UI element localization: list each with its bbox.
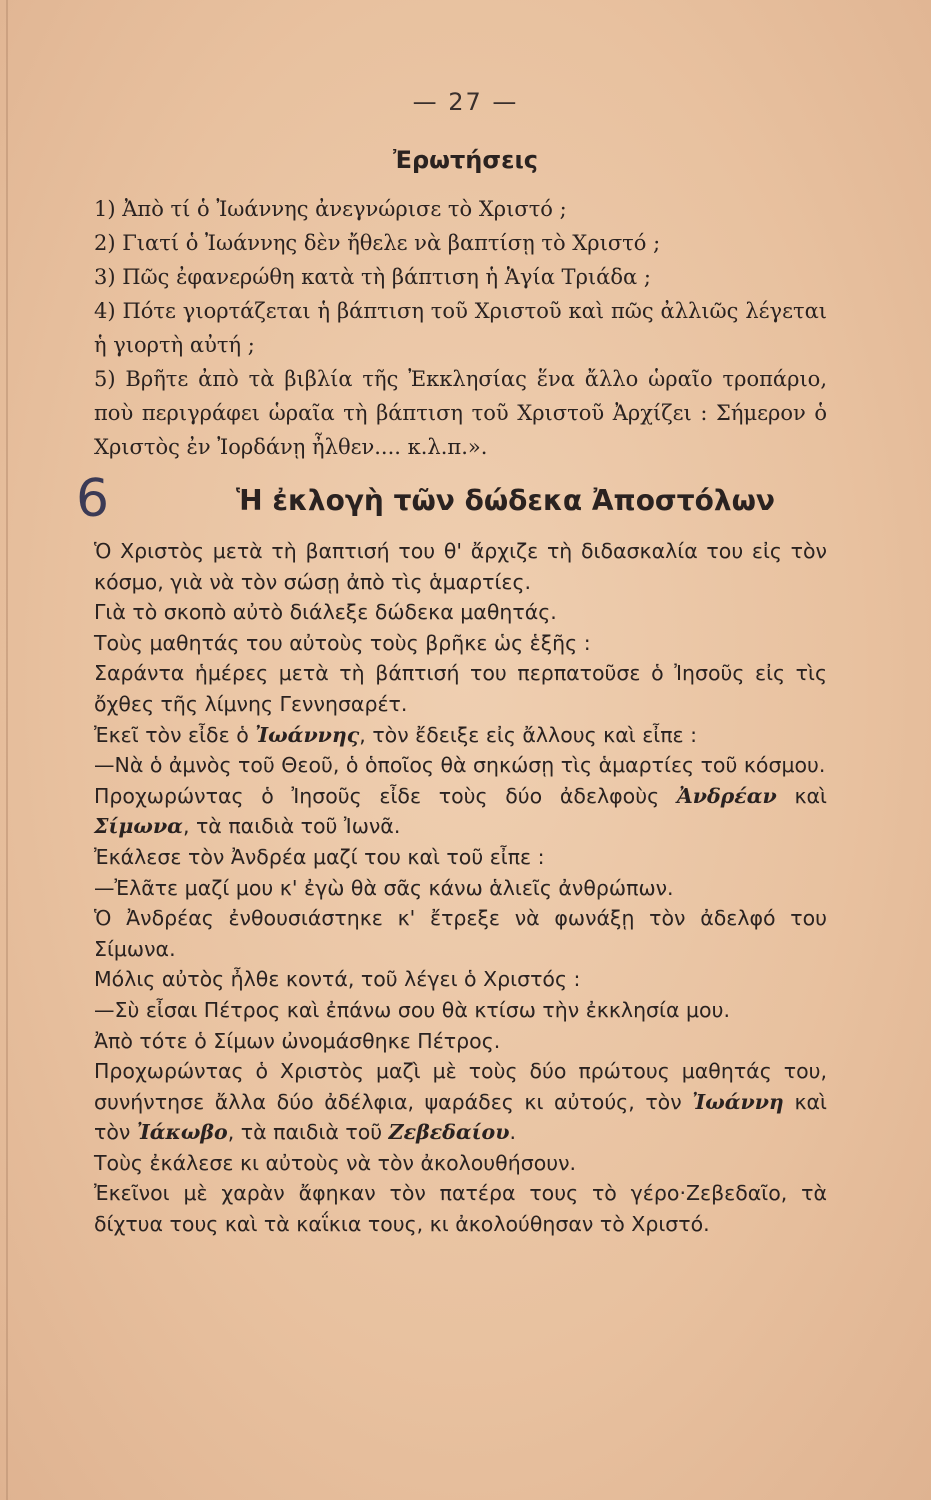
name-emphasis: Ἰωάννης (255, 722, 360, 747)
text: καὶ τὸν (94, 1089, 827, 1145)
paragraph (94, 781, 827, 842)
name-emphasis: Ἰωάννη (692, 1089, 784, 1114)
page-edge (6, 0, 8, 1500)
questions-title: Ἐρωτήσεις (392, 146, 539, 174)
text: . (509, 1120, 516, 1145)
text: , τὸν ἔδειξε εἰς ἄλλους καὶ εἶπε : (359, 722, 698, 747)
paragraph: —Νὰ ὁ ἀμνὸς τοῦ Θεοῦ, ὁ ὁποῖος θὰ σηκώσῃ τὶς ἁμαρτίες τοῦ κόσμου. (94, 753, 826, 778)
paragraph: Μόλις αὐτὸς ἦλθε κοντά, τοῦ λέγει ὁ Χριστός : (94, 967, 581, 992)
page-number: — 27 — (412, 88, 519, 116)
paragraph: Τοὺς μαθητάς του αὐτοὺς τοὺς βρῆκε ὡς ἑξῆς : (94, 630, 591, 655)
lesson-title: Ἡ ἐκλογὴ τῶν δώδεκα Ἀποστόλων (236, 484, 775, 517)
question-5: 5) Βρῆτε ἀπὸ τὰ βιβλία τῆς Ἐκκλησίας ἕνα ἄλλο ὡραῖο τροπάριο, ποὺ περιγράφει ὡραῖα τὴ βάπτιση τοῦ Χριστοῦ Ἀρχίζει : Σήμερον ὁ Χριστὸς ἐν Ἰορδάνῃ ἦλθεν.... κ.λ.π.». (94, 367, 827, 459)
text: Προχωρώντας ὁ Ἰησοῦς εἶδε τοὺς δύο ἀδελφοὺς (94, 783, 677, 808)
paragraph: Τοὺς ἐκάλεσε κι αὐτοὺς νὰ τὸν ἀκολουθήσουν. (94, 1150, 577, 1175)
text: , τὰ παιδιὰ τοῦ (227, 1120, 389, 1145)
paragraph: Ἀπὸ τότε ὁ Σίμων ὠνομάσθηκε Πέτρος. (94, 1028, 501, 1053)
lesson-number: 6 (76, 469, 110, 529)
name-emphasis: Ἰάκωβο (136, 1120, 228, 1145)
paragraph: Ὁ Χριστὸς μετὰ τὴ βαπτισή του θ' ἄρχιζε τὴ διδασκαλία του εἰς τὸν κόσμο, γιὰ νὰ τὸν σώσῃ ἀπὸ τὶς ἁμαρτίες. (94, 539, 827, 594)
name-emphasis: Σίμωνα (94, 814, 183, 839)
question-1: 1) Ἀπὸ τί ὁ Ἰωάννης ἀνεγνώρισε τὸ Χριστό ; (94, 197, 567, 221)
paragraph: Ὁ Ἀνδρέας ἐνθουσιάστηκε κ' ἔτρεξε νὰ φωνάξῃ τὸν ἀδελφό του Σίμωνα. (94, 906, 827, 961)
question-4: 4) Πότε γιορτάζεται ἡ βάπτιση τοῦ Χριστοῦ καὶ πῶς ἀλλιῶς λέγεται ἡ γιορτὴ αὐτή ; (94, 299, 827, 357)
paragraph: —Σὺ εἶσαι Πέτρος καὶ ἐπάνω σου θὰ κτίσω τὴν ἐκκλησία μου. (94, 997, 730, 1022)
paragraph: Σαράντα ἡμέρες μετὰ τὴ βάπτισή του περπατοῦσε ὁ Ἰησοῦς εἰς τὶς ὄχθες τῆς λίμνης Γεννησαρέτ. (94, 661, 827, 716)
text: , τὰ παιδιὰ τοῦ Ἰωνᾶ. (182, 814, 401, 839)
paragraph: Ἐκάλεσε τὸν Ἀνδρέα μαζί του καὶ τοῦ εἶπε : (94, 844, 545, 869)
name-emphasis: Ζεβεδαίου (388, 1120, 510, 1145)
paragraph: Ἐκεῖνοι μὲ χαρὰν ἄφηκαν τὸν πατέρα τους τὸ γέρο·Ζεβεδαῖο, τὰ δίχτυα τους καὶ τὰ καΐκια τους, κι ἀκολούθησαν τὸ Χριστό. (94, 1181, 827, 1237)
lesson-body (94, 536, 827, 1240)
question-2: 2) Γιατί ὁ Ἰωάννης δὲν ἤθελε νὰ βαπτίσῃ τὸ Χριστό ; (94, 231, 661, 255)
paragraph (94, 720, 827, 751)
name-emphasis: Ἀνδρέαν (676, 783, 777, 808)
text: Προχωρώντας ὁ Χριστὸς μαζὶ μὲ τοὺς δύο πρώτους μαθητάς του, συνήντησε ἄλλα δύο ἀδέλφια, ψαράδες κι αὐτούς, τὸν (94, 1059, 827, 1114)
paragraph: Γιὰ τὸ σκοπὸ αὐτὸ διάλεξε δώδεκα μαθητάς. (94, 600, 557, 625)
question-3: 3) Πῶς ἐφανερώθη κατὰ τὴ βάπτιση ἡ Ἁγία Τριάδα ; (94, 265, 651, 289)
paragraph: —Ἐλᾶτε μαζί μου κ' ἐγὼ θὰ σᾶς κάνω ἁλιεῖς ἀνθρώπων. (94, 875, 674, 900)
questions-list (94, 192, 827, 464)
paragraph (94, 1056, 827, 1148)
text: Ἐκεῖ τὸν εἶδε ὁ (94, 722, 256, 747)
text: καὶ (776, 783, 827, 808)
